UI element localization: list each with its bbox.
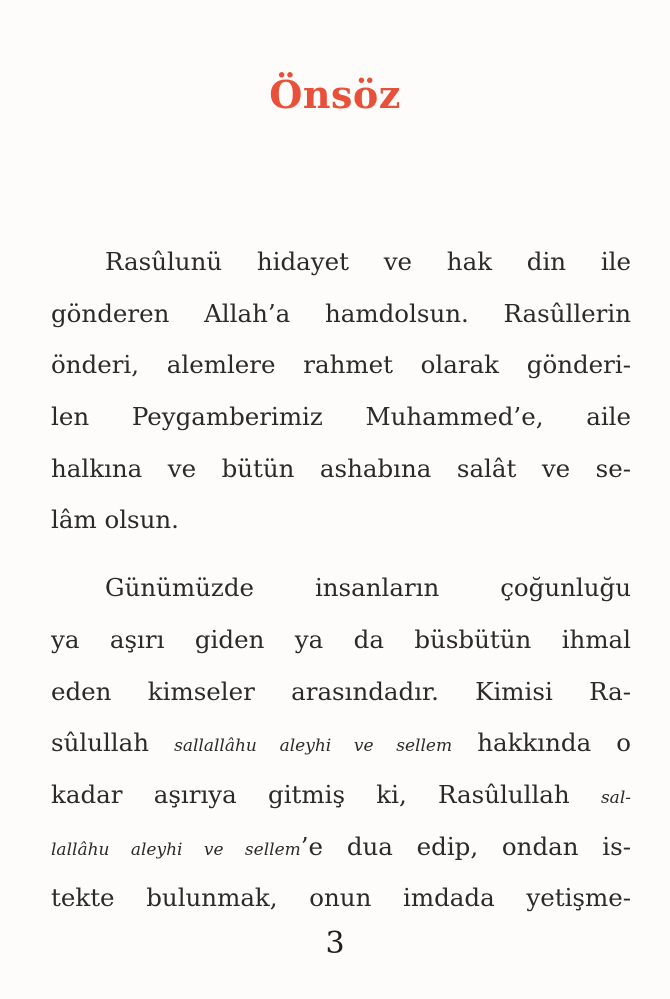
page-title: Önsöz	[269, 72, 401, 117]
text-line	[51, 236, 631, 288]
honorific-text: sal-	[600, 787, 631, 808]
honorific-text: lallâhu aleyhi ve sellem	[51, 839, 301, 860]
text-segment: lâm olsun.	[51, 505, 179, 535]
text-segment: gönderen Allah’a hamdolsun. Rasûllerin	[51, 298, 631, 328]
text-segment: Günümüzde insanların çoğunluğu	[105, 573, 631, 603]
text-segment: kadar aşırıya gitmiş ki, Rasûlullah	[51, 779, 601, 809]
text-line	[51, 872, 631, 924]
text-line	[51, 717, 631, 769]
text-line	[51, 666, 631, 718]
text-line	[51, 443, 631, 495]
text-segment: ’e dua edip, ondan is-	[300, 831, 631, 861]
page-number: 3	[325, 926, 345, 961]
paragraph-gap	[51, 546, 631, 562]
text-segment: önderi, alemlere rahmet olarak gönderi-	[51, 350, 631, 380]
text-line	[51, 288, 631, 340]
text-line	[51, 494, 631, 546]
text-line	[51, 391, 631, 443]
text-line	[51, 821, 631, 873]
text-segment: len Peygamberimiz Muhammed’e, aile	[51, 402, 631, 432]
text-line	[51, 339, 631, 391]
text-line	[51, 769, 631, 821]
text-segment: Rasûlunü hidayet ve hak din ile	[105, 247, 631, 276]
text-line	[51, 562, 631, 614]
text-segment: tekte bulunmak, onun imdada yetişme-	[51, 883, 631, 913]
text-segment: hakkında o	[452, 728, 632, 758]
honorific-text: sallallâhu aleyhi ve sellem	[174, 736, 453, 757]
text-segment: halkına ve bütün ashabına salât ve se-	[51, 453, 631, 483]
text-segment: ya aşırı giden ya da büsbütün ihmal	[51, 624, 631, 654]
body-text	[51, 236, 631, 924]
text-segment: eden kimseler arasındadır. Kimisi Ra-	[51, 676, 631, 706]
text-line	[51, 614, 631, 666]
text-segment: sûlullah	[51, 728, 175, 758]
